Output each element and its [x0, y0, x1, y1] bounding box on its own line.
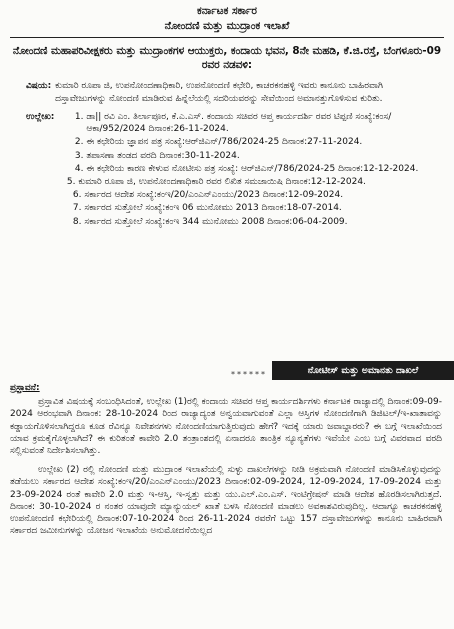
- reference-item: 4. ಈ ಕಛೇರಿಯ ಕಾರಣ ಕೇಳುವ ನೋಟೀಸು ಪತ್ರ ಸಂಖ್ಯೆ: ಆರ್‌ಜಿಎನ್/786/2024-25 ದಿನಾಂಕ:12-12-2024.: [86, 163, 434, 175]
- preamble-heading: ಪ್ರಸ್ತಾವನೆ:: [10, 383, 40, 393]
- reference-item: 3. ತಪಾಸಣಾ ತಂಡದ ವರದಿ ದಿನಾಂಕ:30-11-2024.: [86, 150, 434, 162]
- department-title: ನೋಂದಣಿ ಮತ್ತು ಮುದ್ರಾಂಕ ಇಲಾಖೆ: [164, 20, 290, 32]
- reference-item: 1. ಡಾ|| ರವಿ ಎಂ. ತಿರ್ಲಾಪೂರ, ಕೆ.ಎ.ಎಸ್. ಕಂದಾಯ ಸಚಿವರ ಆಪ್ತ ಕಾರ್ಯದರ್ಶಿ ರವರ ಟಿಪ್ಪಣಿ ಸಂಖ್ಯೆ:ಕಂಸ/ಆಕಾ/952/2024 ದಿನಾಂಕ:26-11-2024.: [86, 111, 434, 135]
- references-list: [58, 111, 434, 229]
- notice-banner: ನೋಟೀಸ್ ಮತ್ತು ಅಮಾನತು ದಾಖಲೆ: [272, 361, 454, 380]
- subject-label: ವಿಷಯ:: [26, 81, 52, 91]
- reference-item: 2. ಈ ಕಛೇರಿಯ ಜ್ಞಾಪನ ಪತ್ರ ಸಂಖ್ಯೆ:ಆರ್‌ಜಿಎನ್/786/2024-25 ದಿನಾಂಕ:27-11-2024.: [86, 136, 434, 148]
- preamble-paragraph: ಉಲ್ಲೇಖ (2) ರಲ್ಲಿ ನೋಂದಣಿ ಮತ್ತು ಮುದ್ರಾಂಕ ಇಲಾಖೆಯಲ್ಲಿ ಸುಳ್ಳು ದಾಖಲೆಗಳನ್ನು ನೀಡಿ ಅಕ್ರಮವಾಗಿ ನೋಂದಣಿ ಮಾಡಿಸಿಕೊಳ್ಳುವುದನ್ನು ತಡೆಯಲು ಸರ್ಕಾರದ ಆದೇಶ ಸಂಖ್ಯೆ:ಕಂಇ/20/ಎಂಎನ್‌ಎಂಯು/2023 ದಿನಾಂಕ:02-09-2024, 12-09-2024, 17-09-2024 ಮತ್ತು 23-09-2024 ರಂತೆ ಕಾವೇರಿ 2.0 ಮತ್ತು ಇ-ಆಸ್ತಿ, ಇ-ಸ್ವತ್ತು ಮತ್ತು ಯು.ಎಲ್.ಎಂ.ಎಸ್. ಇಂಟಿಗ್ರೇಷನ್ ಮಾಡಿ ಆದೇಶ ಹೊರಡಿಸಲಾಗಿರುತ್ತದೆ. ದಿನಾಂಕ: 30-10-2024 ರ ನಂತರ ಯಾವುದೇ ಮ್ಯಾನ್ಯುಯಲ್ ಖಾತೆ ಬಳಸಿ ನೋಂದಣಿ ಮಾಡಲು ಅವಕಾಶವಿರುವುದಿಲ್ಲ. ಆದಾಗ್ಯೂ ಕಾಚರಕನಹಳ್ಳಿ ಉಪನೋಂದಣಿ ಕಛೇರಿಯಲ್ಲಿ ದಿನಾಂಕ:07-10-2024 ರಿಂದ 26-11-2024 ರವರೆಗೆ ಒಟ್ಟು 157 ದಸ್ತಾವೇಜುಗಳನ್ನು ಕಾನೂನು ಬಾಹಿರವಾಗಿ ಸರ್ಕಾರದ ಜಮೀನುಗಳನ್ನು ಯೋಜನ ಇಲಾಖೆಯ ಅನುಮೋದನೆಯಿಲ್ಲದ: [10, 465, 442, 537]
- separator-stars: ******: [231, 370, 267, 379]
- government-title: ಕರ್ನಾಟಕ ಸರ್ಕಾರ: [197, 5, 257, 17]
- subject-block: [26, 80, 434, 105]
- letterhead: [10, 4, 444, 34]
- header-divider: [10, 37, 444, 38]
- reference-item: 6. ಸರ್ಕಾರದ ಆದೇಶ ಸಂಖ್ಯೆ:ಕಂಇ/20/ಎಂಎನ್‌ಎಂಯು/2023 ದಿನಾಂಕ:12-09-2024.: [84, 189, 434, 201]
- preamble-paragraph: ಪ್ರಸ್ತಾವಿತ ವಿಷಯಕ್ಕೆ ಸಂಬಂಧಿಸಿದಂತೆ, ಉಲ್ಲೇಖ (1)ರಲ್ಲಿ ಕಂದಾಯ ಸಚಿವರ ಆಪ್ತ ಕಾರ್ಯದರ್ಶಿಗಳು ಕರ್ನಾಟಕ ರಾಜ್ಯಾದಲ್ಲಿ ದಿನಾಂಕ:09-09-2024 ಆರಂಭವಾಗಿ ದಿನಾಂಕ: 28-10-2024 ರಿಂದ ರಾಜ್ಯಾದ್ಯಂತ ಅನ್ವಯವಾಗುವಂತೆ ಎಲ್ಲಾ ಆಸ್ತಿಗಳ ನೋಂದಣಿಗಾಗಿ ಡಿಜಿಟಲ್/ಇ-ಖಾತಾವನ್ನು ಕಡ್ಡಾಯಗೊಳಿಸಲಾಗಿದ್ದರೂ ಕೂಡ ರೆವಿನ್ಯೂ ನಿವೇಶನಗಳು ನೋಂದಣಿಯಾಗುತ್ತಿರುವುದು ಹೇಗೆ? ಇದಕ್ಕೆ ಯಾರು ಜವಾಬ್ದಾರರು? ಈ ಬಗ್ಗೆ ಇಲಾಖೆಯಿಂದ ಯಾವ ಕ್ರಮಕೈಗೊಳ್ಳಲಾಗಿದೆ? ಈ ಕುರಿತಂತೆ ಕಾವೇರಿ 2.0 ತಂತ್ರಾಂಶದಲ್ಲಿ ಏನಾದರೂ ತಾಂತ್ರಿಕ ನ್ಯೂನ್ಯತೆಗಳು ಇವೆಯೇ ಎಂಬ ಬಗ್ಗೆ ವಿವರವಾದ ವರದಿ ಸಲ್ಲಿಸುವಂತೆ ನಿರ್ದೇಶಿಸಲಾಗಿತ್ತು.: [10, 397, 442, 457]
- reference-item: 8. ಸರ್ಕಾರದ ಸುತ್ತೋಲೆ ಸಂಖ್ಯೆ:ಕಂಇ 344 ಮುನೋಮು 2008 ದಿನಾಂಕ:06-04-2009.: [84, 216, 434, 228]
- references-block: [26, 111, 434, 229]
- subject-text: ಕುಮಾರಿ ರೂಪಾ ಜಿ, ಉಪನೋಂದಣಾಧಿಕಾರಿ, ಉಪನೋಂದಣಿ ಕಛೇರಿ, ಕಾಚರಕನಹಳ್ಳಿ ಇವರು ಕಾನೂನು ಬಾಹಿರವಾಗಿ ದಸ್ತಾವೇಜುಗಳನ್ನು ನೋಂದಣಿ ಮಾಡಿರುವ ಹಿನ್ನೆಲೆಯಲ್ಲಿ ಸದರಿಯವರನ್ನು ಸೇವೆಯಿಂದ ಅಮಾನತ್ತುಗೊಳಿಸುವ ಕುರಿತು.: [55, 81, 383, 104]
- office-proceedings-heading: ನೋಂದಣಿ ಮಹಾಪರಿವೀಕ್ಷಕರು ಮತ್ತು ಮುದ್ರಾಂಕಗಳ ಆಯುಕ್ತರು, ಕಂದಾಯ ಭವನ, 8ನೇ ಮಹಡಿ, ಕೆ.ಜಿ.ರಸ್ತೆ, ಬೆಂಗಳೂರು-09 ರವರ ನಡವಳಿ:: [12, 45, 442, 71]
- references-label: ಉಲ್ಲೇಖ:: [26, 112, 55, 122]
- reference-item: 5. ಕುಮಾರಿ ರೂಪಾ ಜಿ, ಉಪನೋಂದಣಾಧಿಕಾರಿ ರವರ ಲಿಖಿತ ಸಮಜಾಯಿಷಿ ದಿನಾಂಕ:12-12-2024.: [78, 176, 434, 188]
- preamble-section: [10, 382, 442, 544]
- reference-item: 7. ಸರ್ಕಾರದ ಸುತ್ತೋಲೆ ಸಂಖ್ಯೆ:ಕಂಇ 06 ಮುನೋಮು 2013 ದಿನಾಂಕ:18-07-2014.: [84, 202, 434, 214]
